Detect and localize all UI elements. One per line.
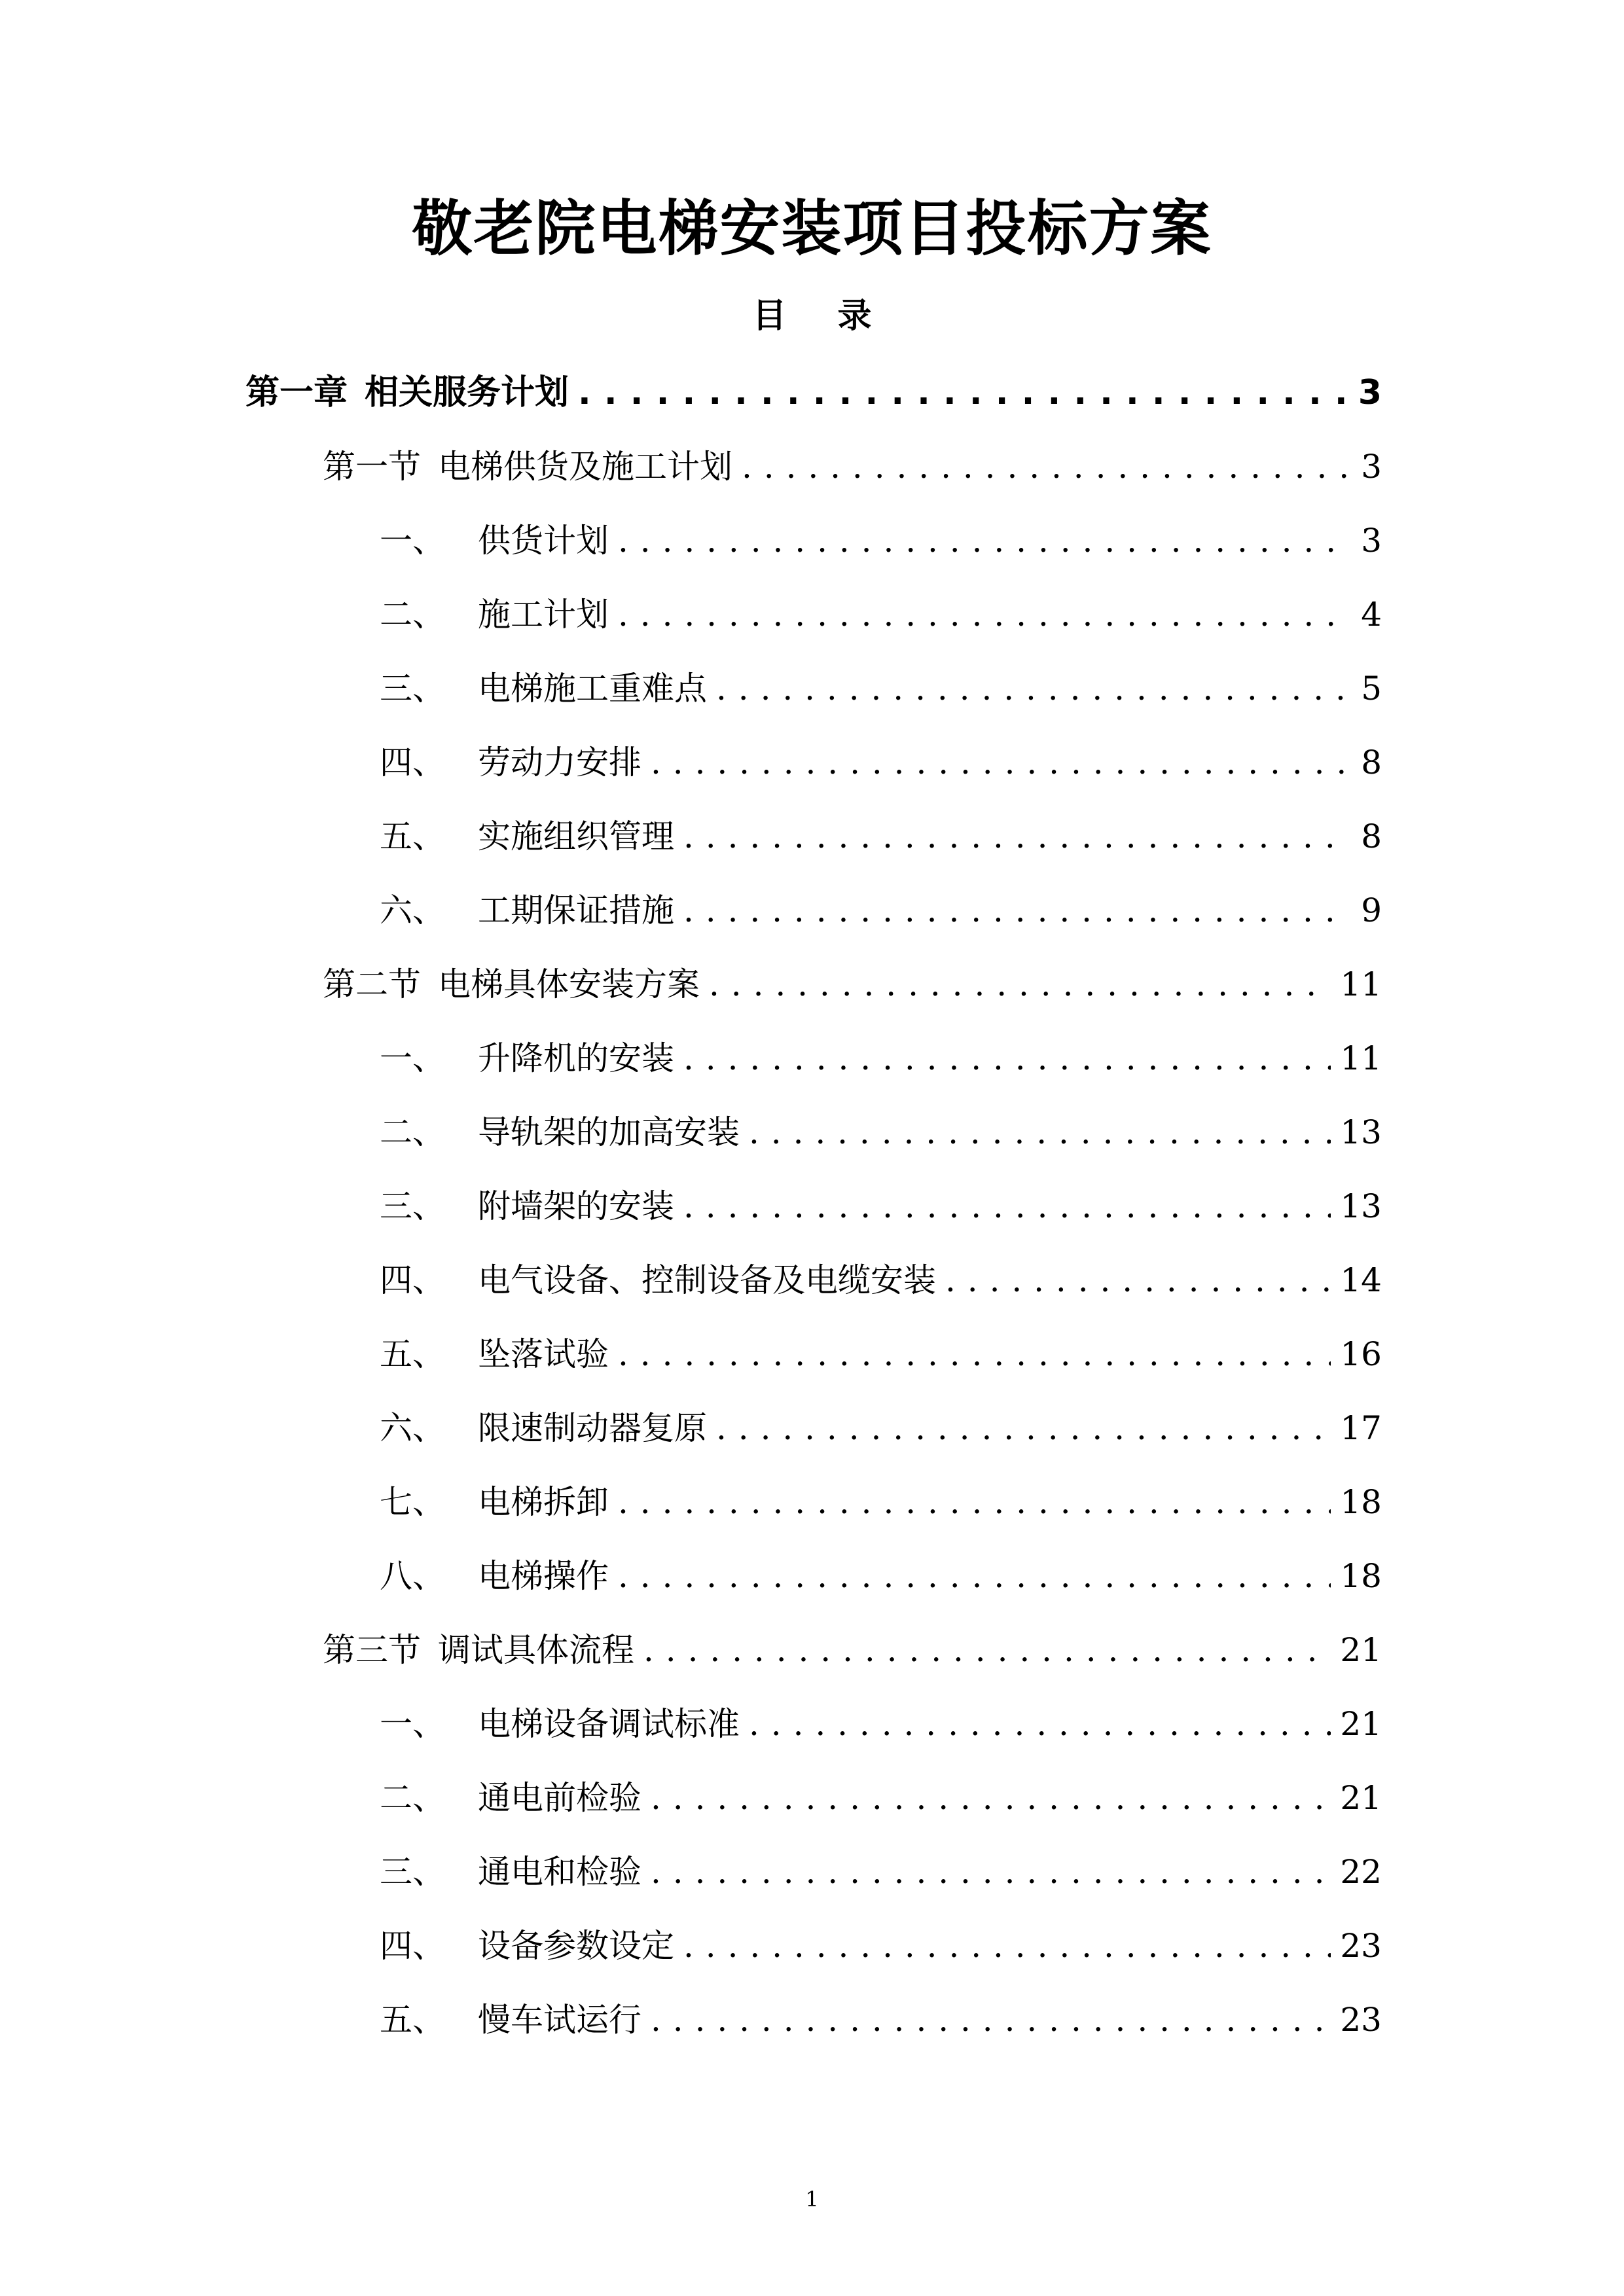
- toc-entry-number: 第一节: [323, 448, 421, 486]
- toc-entry-title: 实施组织管理: [478, 817, 674, 855]
- toc-entry-page: 18: [1340, 1557, 1382, 1595]
- toc-entry[interactable]: [380, 1994, 1382, 2046]
- toc-entry-page: 3: [1361, 522, 1382, 560]
- toc-entry-title: 劳动力安排: [478, 744, 641, 781]
- toc-entry-number: 一、: [380, 1705, 445, 1743]
- toc-entry-page: 21: [1340, 1631, 1382, 1669]
- toc-entry-page: 13: [1340, 1113, 1382, 1151]
- toc-entry-page: 22: [1340, 1853, 1382, 1891]
- toc-entry[interactable]: [380, 1846, 1382, 1898]
- toc-dot-leader: [749, 1698, 1331, 1750]
- toc-entry-number: 第一章: [245, 373, 348, 412]
- toc-entry-title: 升降机的安装: [478, 1039, 674, 1077]
- toc-entry-number: 二、: [380, 596, 445, 634]
- toc-entry-page: 23: [1340, 2001, 1382, 2039]
- toc-entry[interactable]: [380, 1328, 1382, 1380]
- toc-heading: 目 录: [752, 296, 892, 336]
- toc-entry-page: 23: [1340, 1927, 1382, 1965]
- toc-dot-leader: [683, 884, 1346, 937]
- toc-dot-leader: [618, 588, 1346, 641]
- toc-dot-leader: [742, 440, 1346, 493]
- toc-entry[interactable]: [323, 440, 1382, 493]
- toc-entry[interactable]: [380, 1254, 1382, 1306]
- toc-entry-title: 电梯操作: [478, 1557, 609, 1595]
- toc-entry-page: 18: [1340, 1483, 1382, 1521]
- toc-entry-number: 四、: [380, 1927, 445, 1965]
- toc-entry[interactable]: [380, 514, 1382, 567]
- toc-dot-leader: [618, 514, 1346, 567]
- toc-entry-title: 通电和检验: [478, 1853, 641, 1891]
- toc-entry[interactable]: [380, 1180, 1382, 1232]
- toc-entry-number: 第二节: [323, 965, 421, 1003]
- toc-entry-title: 电梯设备调试标准: [478, 1705, 740, 1743]
- toc-entry-number: 一、: [380, 1039, 445, 1077]
- toc-entry-page: 5: [1361, 670, 1382, 708]
- toc-dot-leader: [716, 662, 1346, 715]
- document-title: 敬老院电梯安装项目投标方案: [412, 194, 1212, 264]
- toc-dot-leader: [618, 1550, 1331, 1602]
- toc-entry-page: 17: [1340, 1409, 1382, 1447]
- toc-dot-leader: [651, 1772, 1331, 1824]
- toc-entry-number: 二、: [380, 1113, 445, 1151]
- toc-entry-number: 六、: [380, 891, 445, 929]
- toc-entry-page: 9: [1361, 891, 1382, 929]
- toc-dot-leader: [749, 1106, 1331, 1158]
- toc-entry-number: 二、: [380, 1779, 445, 1817]
- toc-entry-page: 14: [1340, 1261, 1382, 1299]
- toc-entry-page: 13: [1340, 1187, 1382, 1225]
- toc-entry-page: 16: [1340, 1335, 1382, 1373]
- toc-entry-title: 附墙架的安装: [478, 1187, 674, 1225]
- toc-entry-title: 工期保证措施: [478, 891, 674, 929]
- toc-entry[interactable]: [380, 736, 1382, 789]
- toc-entry-title: 施工计划: [478, 596, 609, 634]
- toc-entry-title: 供货计划: [478, 522, 609, 560]
- toc-entry-title: 电梯供货及施工计划: [438, 448, 732, 486]
- toc-entry[interactable]: [380, 588, 1382, 641]
- toc-entry[interactable]: [380, 1698, 1382, 1750]
- toc-entry-title: 电气设备、控制设备及电缆安装: [478, 1261, 936, 1299]
- toc-entry-page: 3: [1361, 448, 1382, 486]
- toc-entry-title: 坠落试验: [478, 1335, 609, 1373]
- toc-entry-number: 四、: [380, 744, 445, 781]
- toc-entry-number: 三、: [380, 670, 445, 708]
- toc-entry-title: 设备参数设定: [478, 1927, 674, 1965]
- toc-dot-leader: [651, 1994, 1331, 2046]
- toc-entry-number: 一、: [380, 522, 445, 560]
- toc-entry-title: 电梯拆卸: [478, 1483, 609, 1521]
- toc-entry-page: 8: [1361, 744, 1382, 781]
- toc-entry-number: 三、: [380, 1187, 445, 1225]
- toc-entry-title: 调试具体流程: [438, 1631, 634, 1669]
- toc-dot-leader: [709, 958, 1331, 1011]
- toc-entry-number: 七、: [380, 1483, 445, 1521]
- toc-dot-leader: [643, 1624, 1331, 1676]
- toc-entry-title: 电梯具体安装方案: [438, 965, 700, 1003]
- toc-entry[interactable]: [380, 1106, 1382, 1158]
- toc-entry[interactable]: [380, 1032, 1382, 1085]
- toc-entry-title: 导轨架的加高安装: [478, 1113, 740, 1151]
- toc-dot-leader: [683, 810, 1346, 863]
- toc-entry[interactable]: [380, 810, 1382, 863]
- toc-entry-number: 六、: [380, 1409, 445, 1447]
- toc-dot-leader: [618, 1328, 1331, 1380]
- toc-entry-title: 限速制动器复原: [478, 1409, 707, 1447]
- toc-entry-number: 四、: [380, 1261, 445, 1299]
- toc-dot-leader: [578, 367, 1346, 419]
- toc-entry[interactable]: [380, 1402, 1382, 1454]
- toc-entry-page: 4: [1361, 596, 1382, 634]
- toc-dot-leader: [651, 736, 1346, 789]
- toc-entry[interactable]: [380, 1550, 1382, 1602]
- page-number: 1: [805, 2187, 819, 2212]
- toc-dot-leader: [651, 1846, 1331, 1898]
- toc-entry[interactable]: [323, 958, 1382, 1011]
- toc-entry[interactable]: [380, 1476, 1382, 1528]
- toc-entry-title: 慢车试运行: [478, 2001, 641, 2039]
- toc-entry-page: 11: [1340, 965, 1382, 1003]
- toc-entry-number: 八、: [380, 1557, 445, 1595]
- toc-entry-page: 11: [1340, 1039, 1382, 1077]
- toc-entry-title: 相关服务计划: [365, 373, 569, 412]
- toc-entry-number: 第三节: [323, 1631, 421, 1669]
- toc-entry-number: 五、: [380, 1335, 445, 1373]
- toc-entry-number: 五、: [380, 2001, 445, 2039]
- toc-dot-leader: [716, 1402, 1331, 1454]
- toc-entry-page: 3: [1358, 373, 1382, 412]
- toc-entry[interactable]: [380, 1772, 1382, 1824]
- toc-dot-leader: [945, 1254, 1331, 1306]
- toc-entry[interactable]: [380, 1920, 1382, 1972]
- toc-dot-leader: [683, 1032, 1331, 1085]
- toc-entry[interactable]: [323, 1624, 1382, 1676]
- toc-entry[interactable]: [380, 662, 1382, 715]
- toc-entry-page: 21: [1340, 1779, 1382, 1817]
- toc-dot-leader: [683, 1180, 1331, 1232]
- toc-entry-number: 五、: [380, 817, 445, 855]
- toc-entry[interactable]: [380, 884, 1382, 937]
- toc-entry-title: 通电前检验: [478, 1779, 641, 1817]
- toc-entry-page: 8: [1361, 817, 1382, 855]
- toc-entry-title: 电梯施工重难点: [478, 670, 707, 708]
- toc-entry-number: 三、: [380, 1853, 445, 1891]
- toc-entry[interactable]: [245, 367, 1382, 419]
- toc-entry-page: 21: [1340, 1705, 1382, 1743]
- toc-dot-leader: [618, 1476, 1331, 1528]
- toc-dot-leader: [683, 1920, 1331, 1972]
